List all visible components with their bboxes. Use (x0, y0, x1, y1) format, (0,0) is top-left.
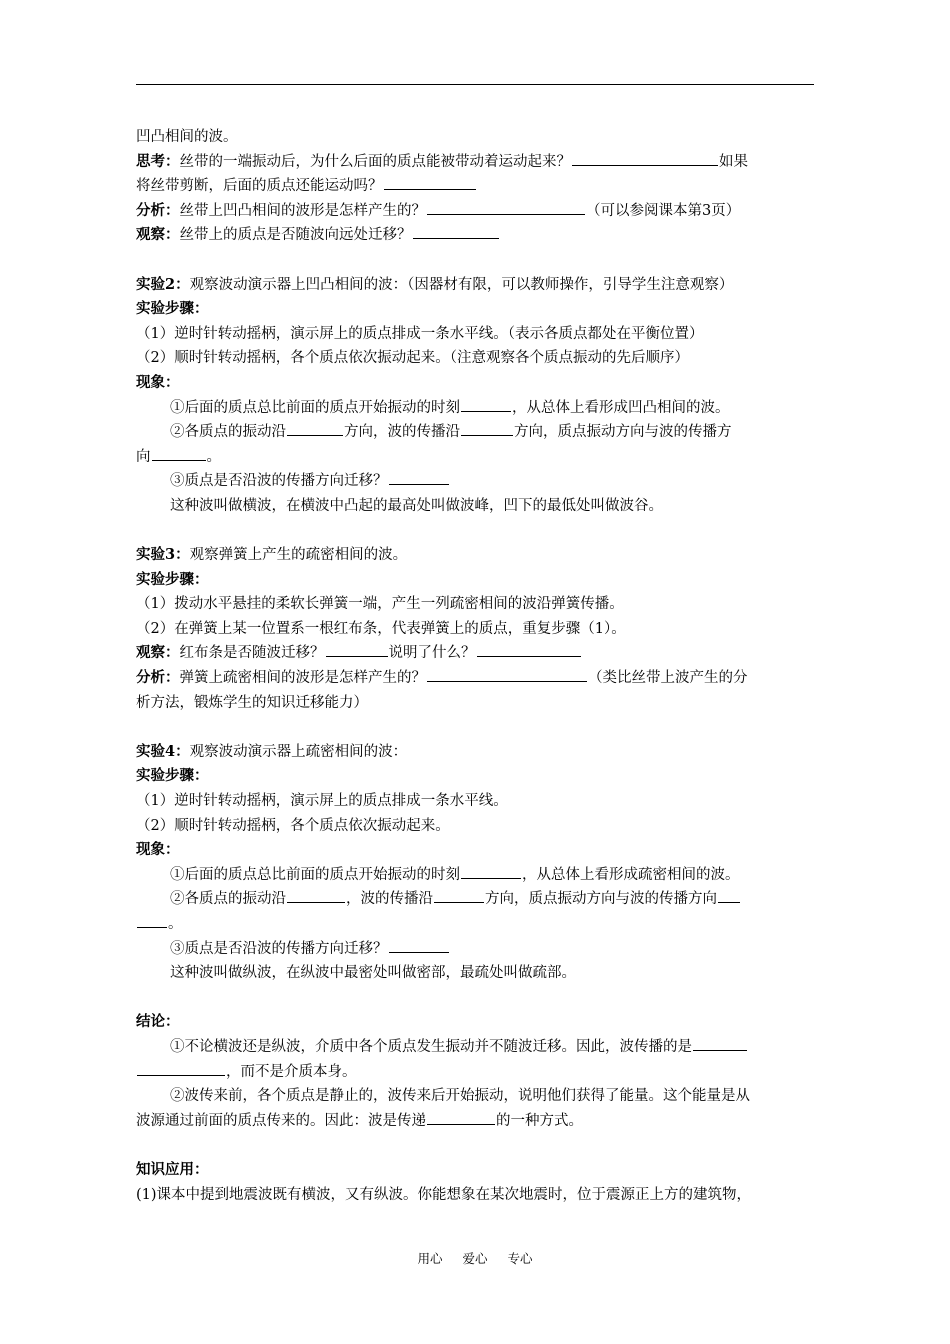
answer-blank[interactable] (152, 445, 206, 461)
phenomenon-1 (136, 396, 816, 421)
answer-blank[interactable] (461, 396, 511, 412)
text: 。 (206, 448, 221, 465)
spacer (136, 1133, 816, 1158)
experiment-2-title (136, 273, 816, 298)
answer-blank[interactable] (572, 150, 718, 166)
answer-blank[interactable] (389, 469, 449, 485)
text-line (136, 912, 816, 937)
analysis-question (136, 199, 816, 224)
phenomenon-2 (136, 420, 816, 445)
text: 丝带的一端振动后，为什么后面的质点能被带动着运动起来？ (179, 153, 571, 170)
spacer (136, 519, 816, 544)
label-think: 思考： (136, 152, 180, 170)
step-2: （2）顺时针转动摇柄，各个质点依次振动起来。（注意观察各个质点振动的先后顺序） (136, 350, 689, 367)
text: 说明了什么？ (388, 645, 476, 662)
text: 将丝带剪断，后面的质点还能运动吗？ (136, 178, 383, 195)
step-1: （1）拨动水平悬挂的柔软长弹簧一端，产生一列疏密相间的波沿弹簧传播。 (136, 596, 624, 613)
answer-blank[interactable] (461, 420, 513, 436)
text: ①后面的质点总比前面的质点开始振动的时刻 (170, 866, 460, 883)
text: 观察波动演示器上疏密相间的波： (189, 743, 408, 760)
label-observe: 观察： (136, 226, 180, 244)
phenomenon-heading: 现象： (136, 373, 180, 391)
text-line (136, 125, 816, 150)
answer-blank[interactable] (287, 887, 345, 903)
definition-line: 这种波叫做纵波，在纵波中最密处叫做密部，最疏处叫做疏部。 (170, 965, 576, 982)
answer-blank[interactable] (137, 912, 167, 928)
label-observe: 观察： (136, 644, 180, 662)
text: ②各质点的振动沿 (170, 424, 286, 441)
text: ，从总体上看形成凹凸相间的波。 (512, 399, 730, 416)
text-line: 析方法，锻炼学生的知识迁移能力） (136, 694, 368, 711)
text: 弹簧上疏密相间的波形是怎样产生的？ (179, 670, 426, 687)
answer-blank[interactable] (137, 1060, 225, 1076)
text: 。 (168, 916, 183, 932)
text: 方向，质点振动方向与波的传播方 (514, 424, 732, 441)
answer-blank[interactable] (427, 199, 585, 215)
answer-blank[interactable] (477, 641, 581, 657)
conclusion-heading: 结论： (136, 1013, 180, 1031)
conclusion-1 (136, 1035, 816, 1060)
step-1: （1）逆时针转动摇柄，演示屏上的质点排成一条水平线。（表示各质点都处在平衡位置） (136, 325, 704, 342)
text: 丝带上的质点是否随波向远处迁移？ (179, 227, 412, 244)
answer-blank[interactable] (461, 863, 521, 879)
document-body (136, 125, 816, 1207)
spacer (136, 715, 816, 740)
analysis-question (136, 666, 816, 691)
answer-blank[interactable] (718, 887, 740, 903)
observe-question (136, 641, 816, 666)
step-2: （2）在弹簧上某一位置系一根红布条，代表弹簧上的质点，重复步骤（1）。 (136, 620, 626, 637)
answer-blank[interactable] (384, 174, 476, 190)
experiment-3-title (136, 543, 816, 568)
phenomenon-3 (136, 937, 816, 962)
observe-question (136, 223, 816, 248)
text: 观察波动演示器上凹凸相间的波：（因器材有限，可以教师操作，引导学生注意观察） (189, 276, 734, 293)
phenomenon-heading: 现象： (136, 841, 180, 859)
text: 红布条是否随波迁移？ (179, 645, 325, 662)
answer-blank[interactable] (427, 666, 587, 682)
footer-word: 专心 (507, 1251, 533, 1266)
text: （可以参阅课本第3页） (586, 202, 741, 219)
text: 丝带上凹凸相间的波形是怎样产生的？ (179, 202, 426, 219)
step-2: （2）顺时针转动摇柄，各个质点依次振动起来。 (136, 817, 450, 834)
label-experiment: 实验2： (136, 275, 190, 293)
header-rule (136, 84, 814, 85)
footer-word: 爱心 (462, 1251, 488, 1266)
label-analysis: 分析： (136, 201, 180, 219)
answer-blank[interactable] (434, 887, 484, 903)
label-experiment: 实验3： (136, 546, 190, 564)
step-1: （1）逆时针转动摇柄，演示屏上的质点排成一条水平线。 (136, 793, 508, 810)
think-question (136, 150, 816, 175)
text-line (136, 174, 816, 199)
steps-heading: 实验步骤： (136, 767, 209, 785)
spacer (136, 986, 816, 1011)
text: （类比丝带上波产生的分 (588, 670, 748, 687)
label-analysis: 分析： (136, 669, 180, 687)
text: ①不论横波还是纵波，介质中各个质点发生振动并不随波迁移。因此，波传播的是 (170, 1038, 692, 1055)
phenomenon-2 (136, 887, 816, 912)
label-experiment: 实验4： (136, 742, 190, 760)
application-1: (1)课本中提到地震波既有横波，又有纵波。你能想象在某次地震时，位于震源正上方的建筑物， (136, 1186, 752, 1203)
text: 波源通过前面的质点传来的。因此：波是传递 (136, 1112, 426, 1129)
text: ②各质点的振动沿 (170, 891, 286, 908)
text: 向 (136, 448, 151, 465)
steps-heading: 实验步骤： (136, 300, 209, 318)
text-line (136, 1060, 816, 1085)
text: 方向，波的传播沿 (344, 424, 460, 441)
text: ，从总体上看形成疏密相间的波。 (522, 866, 740, 883)
text: 观察弹簧上产生的疏密相间的波。 (189, 547, 408, 564)
page-footer (0, 1249, 950, 1267)
text: ，而不是介质本身。 (226, 1063, 357, 1080)
answer-blank[interactable] (693, 1035, 747, 1051)
answer-blank[interactable] (427, 1109, 495, 1125)
footer-word: 用心 (417, 1251, 443, 1266)
definition-line: 这种波叫做横波，在横波中凸起的最高处叫做波峰，凹下的最低处叫做波谷。 (170, 497, 663, 514)
answer-blank[interactable] (326, 641, 388, 657)
text: 如果 (719, 153, 748, 170)
text-line (136, 445, 816, 470)
answer-blank[interactable] (389, 937, 449, 953)
text: ①后面的质点总比前面的质点开始振动的时刻 (170, 399, 460, 416)
application-heading: 知识应用： (136, 1160, 209, 1178)
answer-blank[interactable] (413, 223, 499, 239)
text: ③质点是否沿波的传播方向迁移？ (170, 473, 388, 490)
text: ，波的传播沿 (346, 891, 433, 908)
text: ③质点是否沿波的传播方向迁移？ (170, 940, 388, 957)
text: 方向，质点振动方向与波的传播方向 (485, 891, 717, 908)
conclusion-2: ②波传来前，各个质点是静止的，波传来后开始振动，说明他们获得了能量。这个能量是从 (170, 1088, 750, 1105)
experiment-4-title (136, 740, 816, 765)
answer-blank[interactable] (287, 420, 343, 436)
text: 的一种方式。 (496, 1112, 583, 1129)
phenomenon-3 (136, 469, 816, 494)
spacer (136, 248, 816, 273)
text: 凹凸相间的波。 (136, 129, 238, 145)
text-line (136, 1109, 816, 1134)
steps-heading: 实验步骤： (136, 570, 209, 588)
phenomenon-1 (136, 863, 816, 888)
